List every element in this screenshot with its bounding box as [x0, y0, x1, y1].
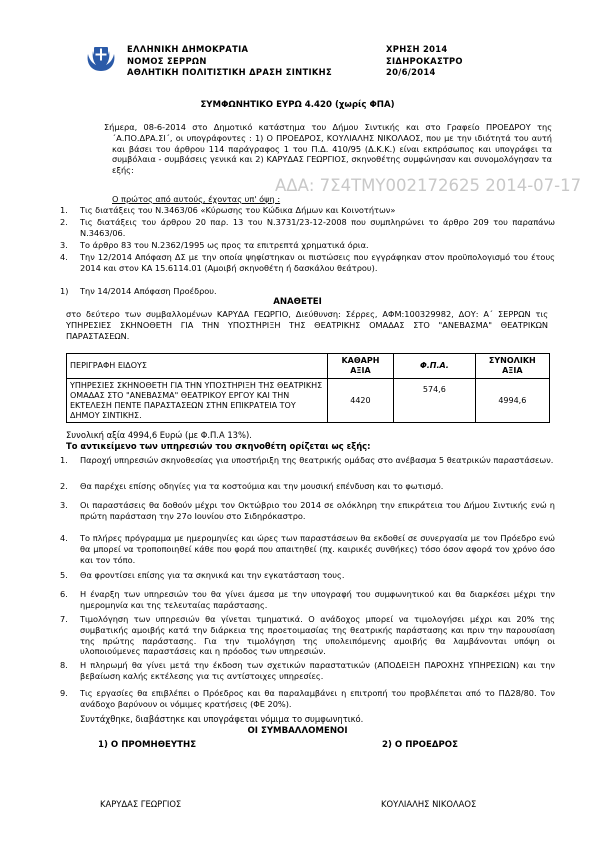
header-year: ΧΡΗΣΗ 2014 [386, 44, 448, 54]
list-item: Το άρθρο 83 του Ν.2362/1995 ως προς τα επιτρεπτά χρηματικά όρια. [80, 240, 369, 250]
list-item: Τιμολόγηση των υπηρεσιών θα γίνεται τμηματικά. Ο ανάδοχος μπορεί να τιμολογήσει μέχρι και 20% της συμβατικής αμοιβής κατά την διάρκεια της προετοιμασίας της θεατρικής παράστασης και πριν την παρουσίαση της πρώτης παράστασης. Για την τιμολόγηση της υπολειπόμενης αμοιβής θα λαμβάνονται υπόψη οι υλοποιούμενες παραστάσεις και η πρόοδος των υπηρεσιών. [80, 614, 555, 657]
table-header-row [67, 354, 550, 379]
list-item: Παροχή υπηρεσιών σκηνοθεσίας για υποστήριξη της θεατρικής ομάδας στο ανέβασμα 5 θεατρικών παραστάσεων. [80, 455, 554, 465]
list-item: Τις εργασίες θα επιβλέπει ο Πρόεδρος και θα παραλαμβάνει η επιτροπή του προβλέπεται από το ΠΔ28/80. Τον ανάδοχο βαρύνουν οι νόμιμες κρατήσεις (ΦΕ 20%). [80, 688, 555, 709]
list-number: 3. [60, 500, 68, 510]
list-number: 4. [60, 252, 68, 262]
header-place: ΣΙΔΗΡΟΚΑΣΤΡΟ [386, 55, 463, 66]
list-item: Οι παραστάσεις θα δοθούν μέχρι τον Οκτώβριο του 2014 σε ολόκληρη την επικράτεια του Δήμου Σιντικής ενώ η πρώτη παράσταση την 27ο Ιουνίου στο Σιδηρόκαστρο. [80, 500, 555, 521]
assign-paragraph: στο δεύτερο των συμβαλλομένων ΚΑΡΥΔΑ ΓΕΩΡΓΙΟ, Διεύθυνση: Σέρρες, ΑΦΜ:100329982, ΔΟΥ: Α΄ ΣΕΡΡΩΝ τις ΥΠΗΡΕΣΙΕΣ ΣΚΗΝΟΘΕΤΗ ΓΙΑ ΤΗΝ ΥΠΟΣΤΗΡΙΞΗ ΤΗΣ ΘΕΑΤΡΙΚΗΣ ΟΜΑΔΑΣ ΣΤΟ "ΑΝΕΒΑΣΜΑ" ΘΕΑΤΡΙΚΩΝ ΠΑΡΑΣΤΑΣΕΩΝ. [66, 309, 548, 341]
list-item: Θα παρέχει επίσης οδηγίες για τα κοστούμια και την μουσική επένδυση και το φωτισμό. [80, 481, 444, 491]
list-number: 1. [60, 455, 68, 465]
items-table [66, 353, 550, 423]
table-header-cell: ΣΥΝΟΛΙΚΗ ΑΞΙΑ [475, 354, 549, 379]
list-number: 9. [60, 688, 68, 698]
table-header-cell: Φ.Π.Α. [394, 354, 476, 379]
list-number: 5. [60, 570, 68, 580]
supplier-label: 1) Ο ΠΡΟΜΗΘΕΥΤΗΣ [98, 740, 197, 750]
header-right [386, 44, 506, 79]
list-number: 1) [60, 286, 69, 296]
assign-title: ΑΝΑΘΕΤΕΙ [273, 297, 322, 307]
header-line: ΝΟΜΟΣ ΣΕΡΡΩΝ [127, 55, 207, 66]
total-value: Συνολική αξία 4994,6 Ευρώ (με Φ.Π.Α 13%). [66, 430, 252, 440]
list-item: Η έναρξη των υπηρεσιών του θα γίνει άμεσα με την υπογραφή του συμφωνητικού και θα διαρκέσει μέχρι την ημερομηνία και της τελευταίας παράστασης. [80, 589, 555, 610]
ada-watermark: ΑΔΑ: 7Σ4ΤΜΥ002172625 2014-07-17 [275, 176, 582, 195]
table-header-cell: ΠΕΡΙΓΡΑΦΗ ΕΙΔΟΥΣ [67, 354, 328, 379]
list-item: Την 12/2014 Απόφαση ΔΣ με την οποία ψηφίστηκαν οι πιστώσεις που εγγράφηκαν στον προϋπολογισμό του έτους 2014 και στον ΚΑ 15.6114.01 (Αμοιβή σκηνοθέτη ή δασκάλου θεάτρου). [80, 252, 555, 273]
list-number: 7. [60, 614, 68, 624]
table-cell: 574,6 [394, 379, 476, 423]
supplier-name: ΚΑΡΥΔΑΣ ΓΕΩΡΓΙΟΣ [100, 799, 182, 809]
list-number: 8. [60, 660, 68, 670]
list-number: 2. [60, 481, 68, 491]
president-name: ΚΟΥΛΙΑΛΗΣ ΝΙΚΟΛΑΟΣ [381, 799, 477, 809]
header-line: ΕΛΛΗΝΙΚΗ ΔΗΜΟΚΡΑΤΙΑ [127, 44, 249, 54]
list-item: Τις διατάξεις του άρθρου 20 παρ. 13 του Ν.3731/23-12-2008 που συμπληρώνει το άρθρο 209 του παραπάνω Ν.3463/06. [80, 217, 555, 238]
closing-statement: Συντάχθηκε, διαβάστηκε και υπογράφεται νόμιμα το συμφωνητικό. [80, 714, 364, 724]
document-title: ΣΥΜΦΩΝΗΤΙΚΟ ΕΥΡΩ 4.420 (χωρίς ΦΠΑ) [200, 100, 395, 110]
intro-paragraph: Σήμερα, 08-6-2014 στο Δημοτικό κατάστημα του Δήμου Σιντικής και στο Γραφείο ΠΡΟΕΔΡΟΥ της ΄Α.ΠΟ.ΔΡΑ.ΣΙ΄, οι υπογράφοντες : 1) Ο ΠΡΟΕΔΡΟΣ, ΚΟΥΛΙΑΛΗΣ ΝΙΚΟΛΑΟΣ, που με την ιδιότητά του αυτή και βάσει του άρθρου 114 παράγραφος 1 του Π.Δ. 410/95 (Δ.Κ.Κ.) είναι εκπρόσωπος και υπογράφει τα συμβόλαια - συμβάσεις γενικά και 2) ΚΑΡΥΔΑΣ ΓΕΩΡΓΙΟΣ, σκηνοθέτης συμφώνησαν και συνομολόγησαν τα εξής: [104, 122, 552, 176]
table-cell: 4994,6 [475, 379, 549, 423]
president-label: 2) Ο ΠΡΟΕΔΡΟΣ [382, 740, 458, 750]
list-item: Τις διατάξεις του Ν.3463/06 «Κύρωσης του Κώδικα Δήμων και Κοινοτήτων» [80, 205, 396, 215]
header-left [127, 44, 377, 79]
list-number: 4. [60, 533, 68, 543]
list-number: 2. [60, 217, 68, 227]
header-line: ΑΘΛΗΤΙΚΗ ΠΟΛΙΤΙΣΤΙΚΗ ΔΡΑΣΗ ΣΙΝΤΙΚΗΣ [127, 67, 332, 77]
list-item: Την 14/2014 Απόφαση Προέδρου. [80, 286, 217, 296]
intro-lead: Ο πρώτος από αυτούς, έχοντας υπ' όψη : [112, 194, 281, 204]
table-row [67, 379, 550, 423]
list-item: Θα φροντίσει επίσης για τα σκηνικά και την εγκατάσταση τους. [80, 570, 345, 580]
table-cell: 4420 [327, 379, 393, 423]
greek-emblem-logo [83, 41, 119, 77]
obligations-title: Το αντικείμενο των υπηρεσιών του σκηνοθέτη ορίζεται ως εξής: [66, 441, 371, 451]
parties-title: ΟΙ ΣΥΜΒΑΛΛΟΜΕΝΟΙ [247, 726, 348, 736]
header-date: 20/6/2014 [386, 67, 436, 77]
list-number: 1. [60, 205, 68, 215]
list-item: Η πληρωμή θα γίνει μετά την έκδοση των σχετικών παραστατικών (ΑΠΟΔΕΙΞΗ ΠΑΡΟΧΗΣ ΥΠΗΡΕΣΙΩΝ) και την βεβαίωση καλής εκτέλεσης για τις αντίστοιχες υπηρεσίες. [80, 660, 555, 681]
table-header-cell: ΚΑΘΑΡΗ ΑΞΙΑ [327, 354, 393, 379]
list-item: Το πλήρες πρόγραμμα με ημερομηνίες και ώρες των παραστάσεων θα εκδοθεί σε συνεργασία με τον Πρόεδρο ενώ θα μπορεί να τροποποιηθεί κάθε που φορά που απαιτηθεί (πχ. καιρικές συνθήκες) τόσο όσον αφορά τον χρόνο όσο και τον τόπο. [80, 533, 555, 565]
list-number: 6. [60, 589, 68, 599]
table-cell: ΥΠΗΡΕΣΙΕΣ ΣΚΗΝΟΘΕΤΗ ΓΙΑ ΤΗΝ ΥΠΟΣΤΗΡΙΞΗ ΤΗΣ ΘΕΑΤΡΙΚΗΣ ΟΜΑΔΑΣ ΣΤΟ "ΑΝΕΒΑΣΜΑ" ΘΕΑΤΡΙΚΟΥ ΕΡΓΟΥ ΚΑΙ ΤΗΝ ΕΚΤΕΛΕΣΗ ΠΕΝΤΕ ΠΑΡΑΣΤΑΣΕΩΝ ΣΤΗΝ ΕΠΙΚΡΑΤΕΙΑ ΤΟΥ ΔΗΜΟΥ ΣΙΝΤΙΚΗΣ. [67, 379, 328, 423]
list-number: 3. [60, 240, 68, 250]
